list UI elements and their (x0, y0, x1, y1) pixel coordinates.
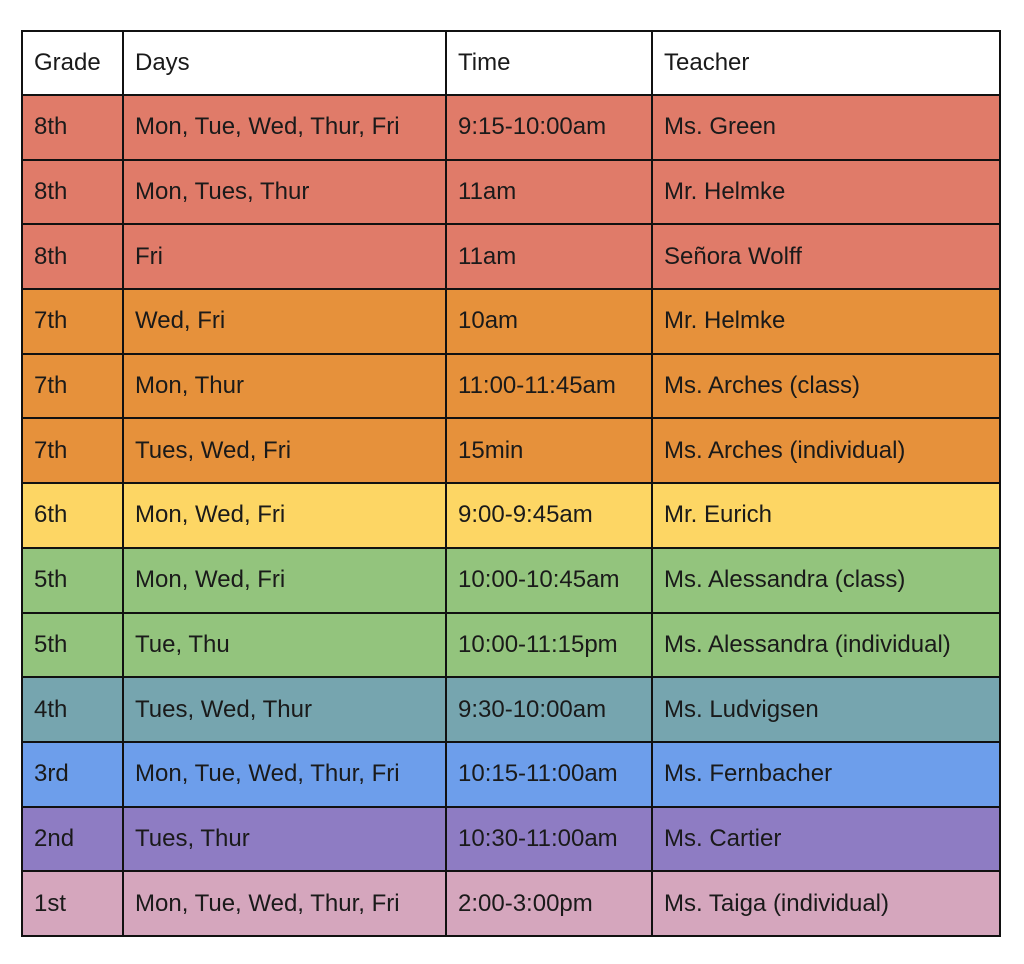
table-row (22, 483, 1000, 548)
days-cell: Mon, Wed, Fri (123, 548, 446, 613)
time-cell: 10:00-10:45am (446, 548, 652, 613)
header-row (22, 31, 1000, 95)
teacher-cell: Ms. Alessandra (class) (652, 548, 1000, 613)
grade-cell: 7th (22, 354, 123, 419)
teacher-cell: Mr. Helmke (652, 289, 1000, 354)
grade-cell: 7th (22, 418, 123, 483)
days-cell: Tues, Wed, Thur (123, 677, 446, 742)
header-grade: Grade (22, 31, 123, 95)
days-cell: Tue, Thu (123, 613, 446, 678)
time-cell: 9:15-10:00am (446, 95, 652, 160)
time-cell: 9:30-10:00am (446, 677, 652, 742)
time-cell: 11am (446, 224, 652, 289)
table-row (22, 613, 1000, 678)
grade-cell: 7th (22, 289, 123, 354)
days-cell: Mon, Tue, Wed, Thur, Fri (123, 95, 446, 160)
days-cell: Mon, Thur (123, 354, 446, 419)
teacher-cell: Ms. Arches (class) (652, 354, 1000, 419)
grade-cell: 8th (22, 95, 123, 160)
table-row (22, 160, 1000, 225)
days-cell: Tues, Thur (123, 807, 446, 872)
grade-cell: 1st (22, 871, 123, 936)
table-row (22, 677, 1000, 742)
time-cell: 15min (446, 418, 652, 483)
grade-cell: 5th (22, 613, 123, 678)
header-days: Days (123, 31, 446, 95)
teacher-cell: Ms. Taiga (individual) (652, 871, 1000, 936)
table-row (22, 742, 1000, 807)
days-cell: Fri (123, 224, 446, 289)
table-row (22, 224, 1000, 289)
grade-cell: 4th (22, 677, 123, 742)
time-cell: 10:30-11:00am (446, 807, 652, 872)
schedule-body (22, 95, 1000, 936)
days-cell: Wed, Fri (123, 289, 446, 354)
table-row (22, 548, 1000, 613)
grade-cell: 2nd (22, 807, 123, 872)
time-cell: 9:00-9:45am (446, 483, 652, 548)
time-cell: 11:00-11:45am (446, 354, 652, 419)
days-cell: Tues, Wed, Fri (123, 418, 446, 483)
teacher-cell: Mr. Eurich (652, 483, 1000, 548)
teacher-cell: Señora Wolff (652, 224, 1000, 289)
header-time: Time (446, 31, 652, 95)
days-cell: Mon, Tues, Thur (123, 160, 446, 225)
table-row (22, 807, 1000, 872)
grade-cell: 8th (22, 160, 123, 225)
grade-cell: 8th (22, 224, 123, 289)
header-teacher: Teacher (652, 31, 1000, 95)
time-cell: 10am (446, 289, 652, 354)
schedule-table (21, 30, 1001, 937)
time-cell: 10:15-11:00am (446, 742, 652, 807)
table-row (22, 95, 1000, 160)
time-cell: 11am (446, 160, 652, 225)
grade-cell: 6th (22, 483, 123, 548)
teacher-cell: Ms. Green (652, 95, 1000, 160)
grade-cell: 3rd (22, 742, 123, 807)
table-row (22, 289, 1000, 354)
days-cell: Mon, Tue, Wed, Thur, Fri (123, 871, 446, 936)
teacher-cell: Ms. Fernbacher (652, 742, 1000, 807)
teacher-cell: Ms. Cartier (652, 807, 1000, 872)
time-cell: 2:00-3:00pm (446, 871, 652, 936)
teacher-cell: Ms. Ludvigsen (652, 677, 1000, 742)
time-cell: 10:00-11:15pm (446, 613, 652, 678)
table-row (22, 871, 1000, 936)
teacher-cell: Ms. Alessandra (individual) (652, 613, 1000, 678)
grade-cell: 5th (22, 548, 123, 613)
days-cell: Mon, Wed, Fri (123, 483, 446, 548)
days-cell: Mon, Tue, Wed, Thur, Fri (123, 742, 446, 807)
teacher-cell: Mr. Helmke (652, 160, 1000, 225)
teacher-cell: Ms. Arches (individual) (652, 418, 1000, 483)
table-row (22, 418, 1000, 483)
table-row (22, 354, 1000, 419)
